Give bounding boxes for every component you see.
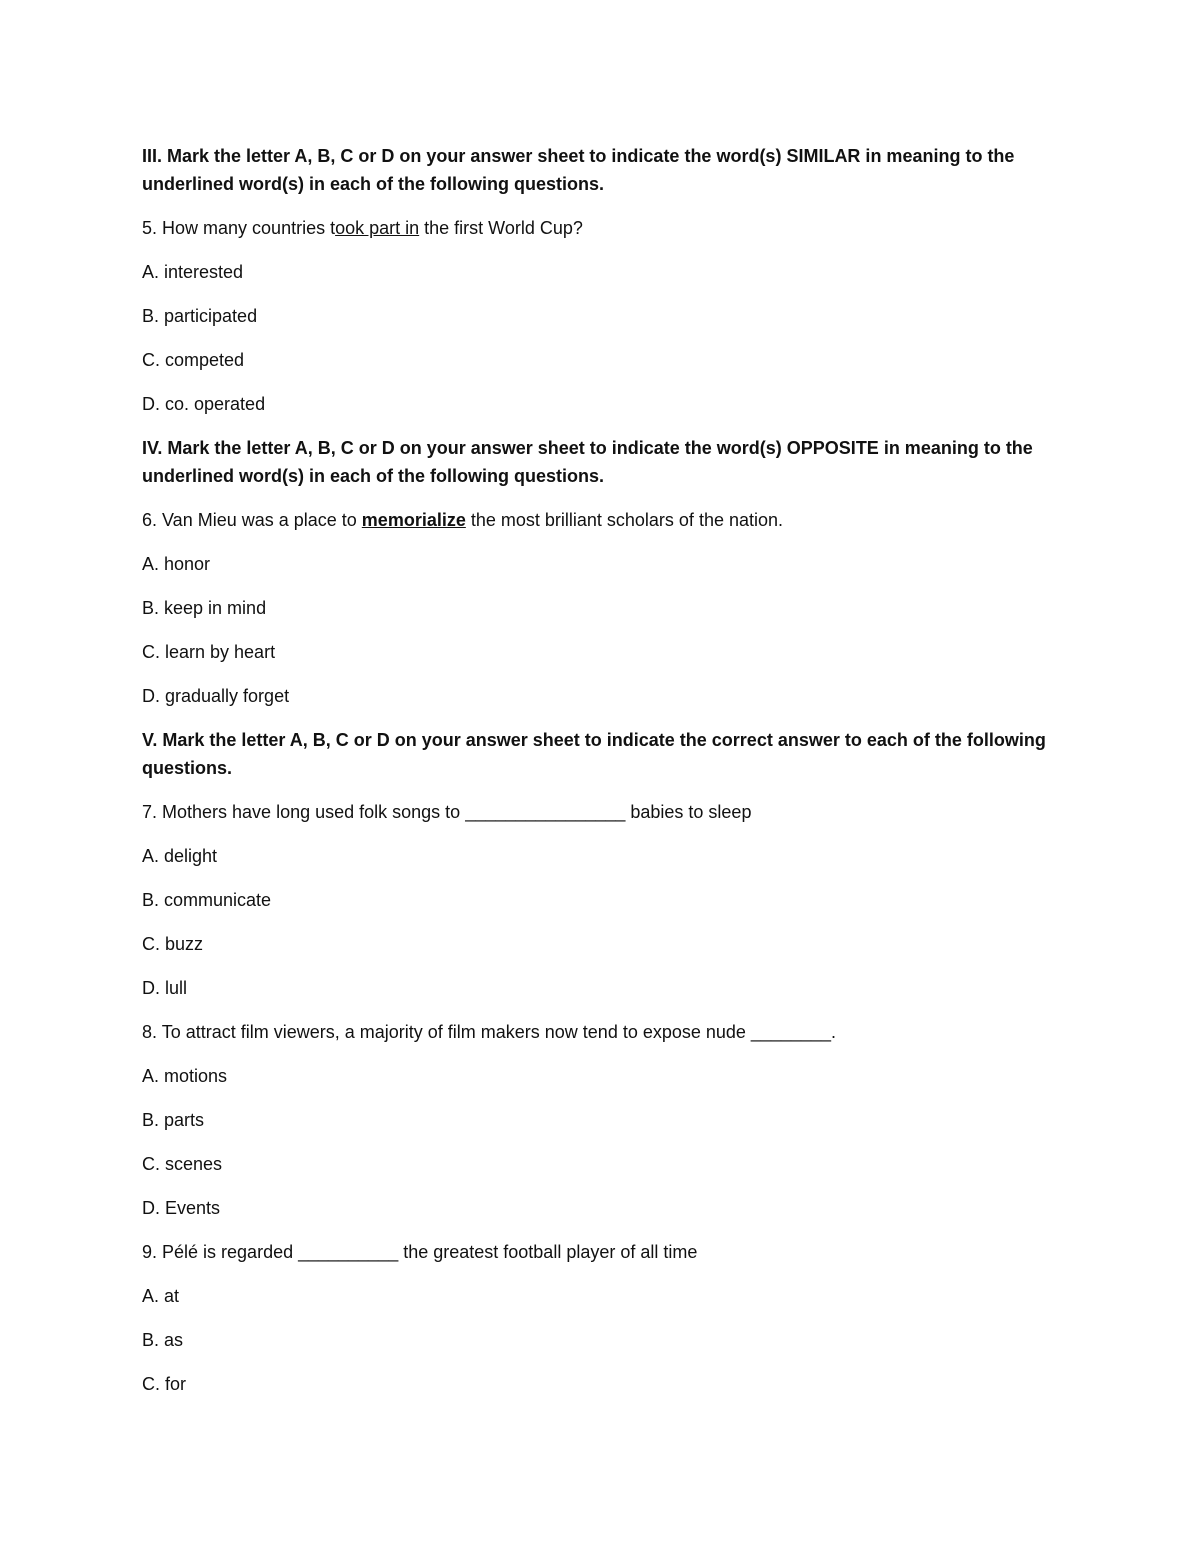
question-8-option-a [142,1062,1072,1090]
question-6-underlined-word: memorialize [361,510,466,530]
option-text: lull [160,978,188,998]
option-letter: D. [142,1198,160,1218]
question-6 [142,506,1072,534]
question-7-option-d [142,974,1072,1002]
option-letter: A. [142,262,160,282]
question-6-text-before: Van Mieu was a place to [157,510,362,530]
option-letter: B. [142,306,160,326]
question-7-option-c [142,930,1072,958]
option-letter: C. [142,1154,160,1174]
option-text: interested [159,262,244,282]
option-letter: B. [142,1330,160,1350]
question-5-option-c [142,346,1072,374]
question-5-underlined-phrase: ook part in [335,218,420,238]
option-text: gradually forget [160,686,290,706]
option-text: motions [159,1066,228,1086]
option-letter: C. [142,934,160,954]
question-8-number: 8. [142,1022,158,1042]
question-6-number: 6. [142,510,158,530]
option-letter: A. [142,846,160,866]
question-8-option-c [142,1150,1072,1178]
option-text: co. operated [160,394,266,414]
option-letter: A. [142,1066,160,1086]
question-8-option-b [142,1106,1072,1134]
question-5-option-b [142,302,1072,330]
option-letter: D. [142,978,160,998]
option-letter: C. [142,350,160,370]
question-7-option-a [142,842,1072,870]
option-letter: A. [142,554,160,574]
option-text: keep in mind [159,598,267,618]
option-text: competed [160,350,245,370]
option-text: parts [159,1110,205,1130]
option-letter: D. [142,394,160,414]
option-text: Events [160,1198,221,1218]
option-letter: B. [142,890,160,910]
section-5-instruction: V. Mark the letter A, B, C or D on your answer sheet to indicate the correct answer to each of the following questions. [142,730,1046,778]
option-text: scenes [160,1154,223,1174]
question-7-number: 7. [142,802,158,822]
question-9-option-a [142,1282,1072,1310]
question-7 [142,798,1072,826]
section-3-instruction: III. Mark the letter A, B, C or D on your answer sheet to indicate the word(s) SIMILAR in meaning to the underlined word(s) in each of the following questions. [142,146,1015,194]
question-5-number: 5. [142,218,158,238]
option-text: as [159,1330,184,1350]
question-8-text: To attract film viewers, a majority of film makers now tend to expose nude ________. [157,1022,837,1042]
question-8-option-d [142,1194,1072,1222]
option-text: learn by heart [160,642,276,662]
question-6-text-after: the most brilliant scholars of the nation. [465,510,784,530]
question-5-option-d [142,390,1072,418]
question-7-option-b [142,886,1072,914]
option-text: buzz [160,934,204,954]
section-4-instruction: IV. Mark the letter A, B, C or D on your answer sheet to indicate the word(s) OPPOSITE in meaning to the underlined word(s) in each of the following questions. [142,438,1033,486]
option-letter: C. [142,642,160,662]
option-text: participated [159,306,258,326]
document-content [142,142,1072,1414]
question-6-option-d [142,682,1072,710]
question-9-option-c [142,1370,1072,1398]
question-5-text-before: How many countries t [157,218,336,238]
question-6-option-a [142,550,1072,578]
question-5 [142,214,1072,242]
question-7-text: Mothers have long used folk songs to ________________ babies to sleep [157,802,752,822]
question-6-option-b [142,594,1072,622]
option-text: for [160,1374,187,1394]
option-letter: B. [142,598,160,618]
question-9-text: Pélé is regarded __________ the greatest football player of all time [157,1242,698,1262]
option-letter: C. [142,1374,160,1394]
option-text: at [159,1286,180,1306]
option-letter: D. [142,686,160,706]
option-text: delight [159,846,218,866]
option-text: communicate [159,890,272,910]
option-text: honor [159,554,211,574]
question-9-option-b [142,1326,1072,1354]
question-9-number: 9. [142,1242,158,1262]
question-5-option-a [142,258,1072,286]
question-5-text-after: the first World Cup? [419,218,583,238]
option-letter: A. [142,1286,160,1306]
option-letter: B. [142,1110,160,1130]
question-6-option-c [142,638,1072,666]
question-8 [142,1018,1072,1046]
question-9 [142,1238,1072,1266]
